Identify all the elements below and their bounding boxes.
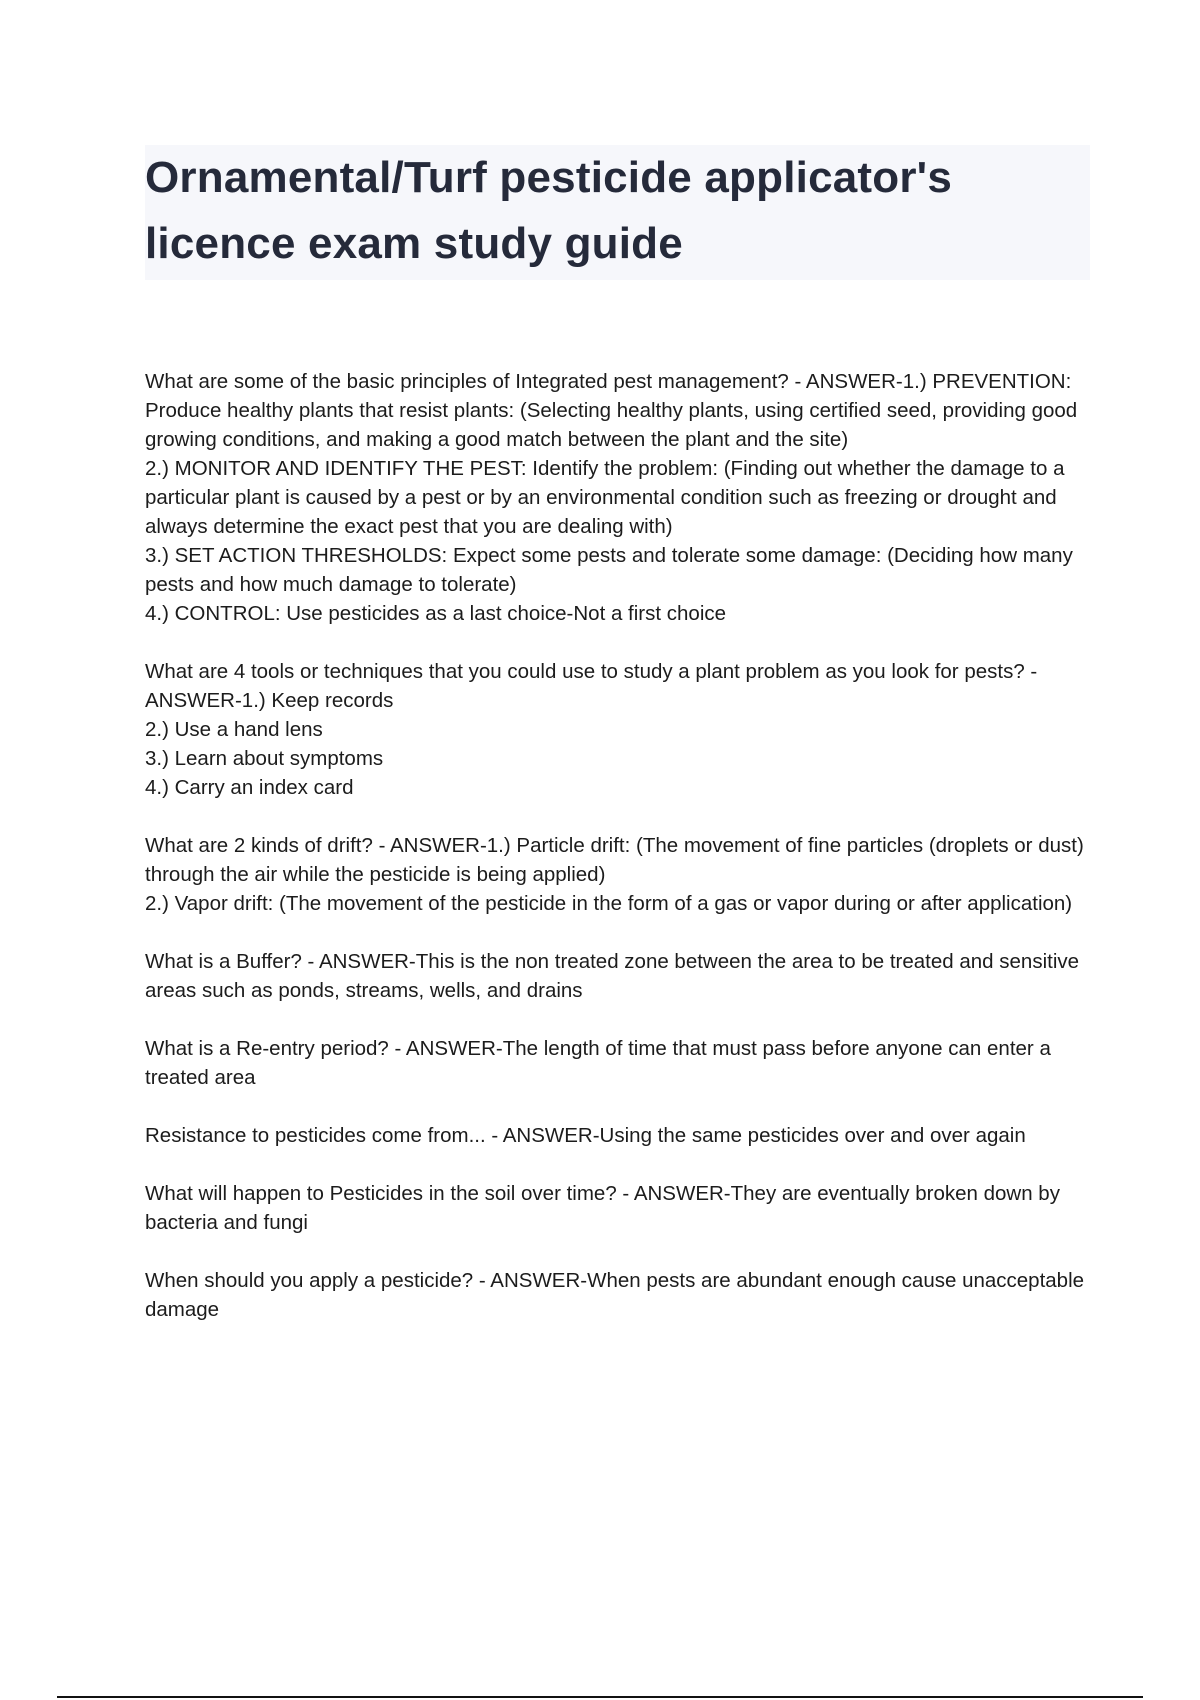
qa-item-study-tools [145, 657, 1090, 802]
qa-line: 3.) SET ACTION THRESHOLDS: Expect some pests and tolerate some damage: (Deciding how many pests and how much damage to tolerate) [145, 544, 1073, 596]
qa-line: What are 4 tools or techniques that you could use to study a plant problem as you look for pests? - ANSWER-1.) Keep records [145, 660, 1038, 712]
qa-item-drift-kinds [145, 831, 1090, 918]
qa-line: 3.) Learn about symptoms [145, 747, 384, 770]
qa-item-reentry-period [145, 1034, 1090, 1092]
qa-line: 2.) Use a hand lens [145, 718, 323, 741]
qa-line: 4.) CONTROL: Use pesticides as a last choice-Not a first choice [145, 602, 727, 625]
qa-line: 2.) Vapor drift: (The movement of the pesticide in the form of a gas or vapor during or after application) [145, 892, 1073, 915]
qa-item-ipm-principles [145, 367, 1090, 628]
qa-line: When should you apply a pesticide? - ANSWER-When pests are abundant enough cause unacceptable damage [145, 1269, 1085, 1321]
title-banner [145, 145, 1090, 280]
qa-line: What are 2 kinds of drift? - ANSWER-1.) Particle drift: (The movement of fine particles (droplets or dust) through the air while the pesticide is being applied) [145, 834, 1084, 886]
qa-line: What will happen to Pesticides in the soil over time? - ANSWER-They are eventually broken down by bacteria and fungi [145, 1182, 1060, 1234]
footer-divider [57, 1696, 1143, 1698]
qa-line: What are some of the basic principles of Integrated pest management? - ANSWER-1.) PREVENTION: Produce healthy plants that resist plants: (Selecting healthy plants, using certified seed, providing good growing conditions, and making a good match between the plant and the site) [145, 370, 1078, 451]
qa-item-buffer [145, 947, 1090, 1005]
qa-list [145, 367, 1090, 1353]
qa-item-when-apply [145, 1266, 1090, 1324]
qa-line: Resistance to pesticides come from... - ANSWER-Using the same pesticides over and over again [145, 1124, 1026, 1147]
document-title: Ornamental/Turf pesticide applicator's licence exam study guide [145, 153, 952, 268]
qa-item-resistance [145, 1121, 1090, 1150]
qa-line: 2.) MONITOR AND IDENTIFY THE PEST: Identify the problem: (Finding out whether the damage to a particular plant is caused by a pest or by an environmental condition such as freezing or drought and always determine the exact pest that you are dealing with) [145, 457, 1065, 538]
qa-line: What is a Buffer? - ANSWER-This is the non treated zone between the area to be treated and sensitive areas such as ponds, streams, wells, and drains [145, 950, 1080, 1002]
qa-item-soil-breakdown [145, 1179, 1090, 1237]
qa-line: What is a Re-entry period? - ANSWER-The length of time that must pass before anyone can enter a treated area [145, 1037, 1051, 1089]
qa-line: 4.) Carry an index card [145, 776, 354, 799]
